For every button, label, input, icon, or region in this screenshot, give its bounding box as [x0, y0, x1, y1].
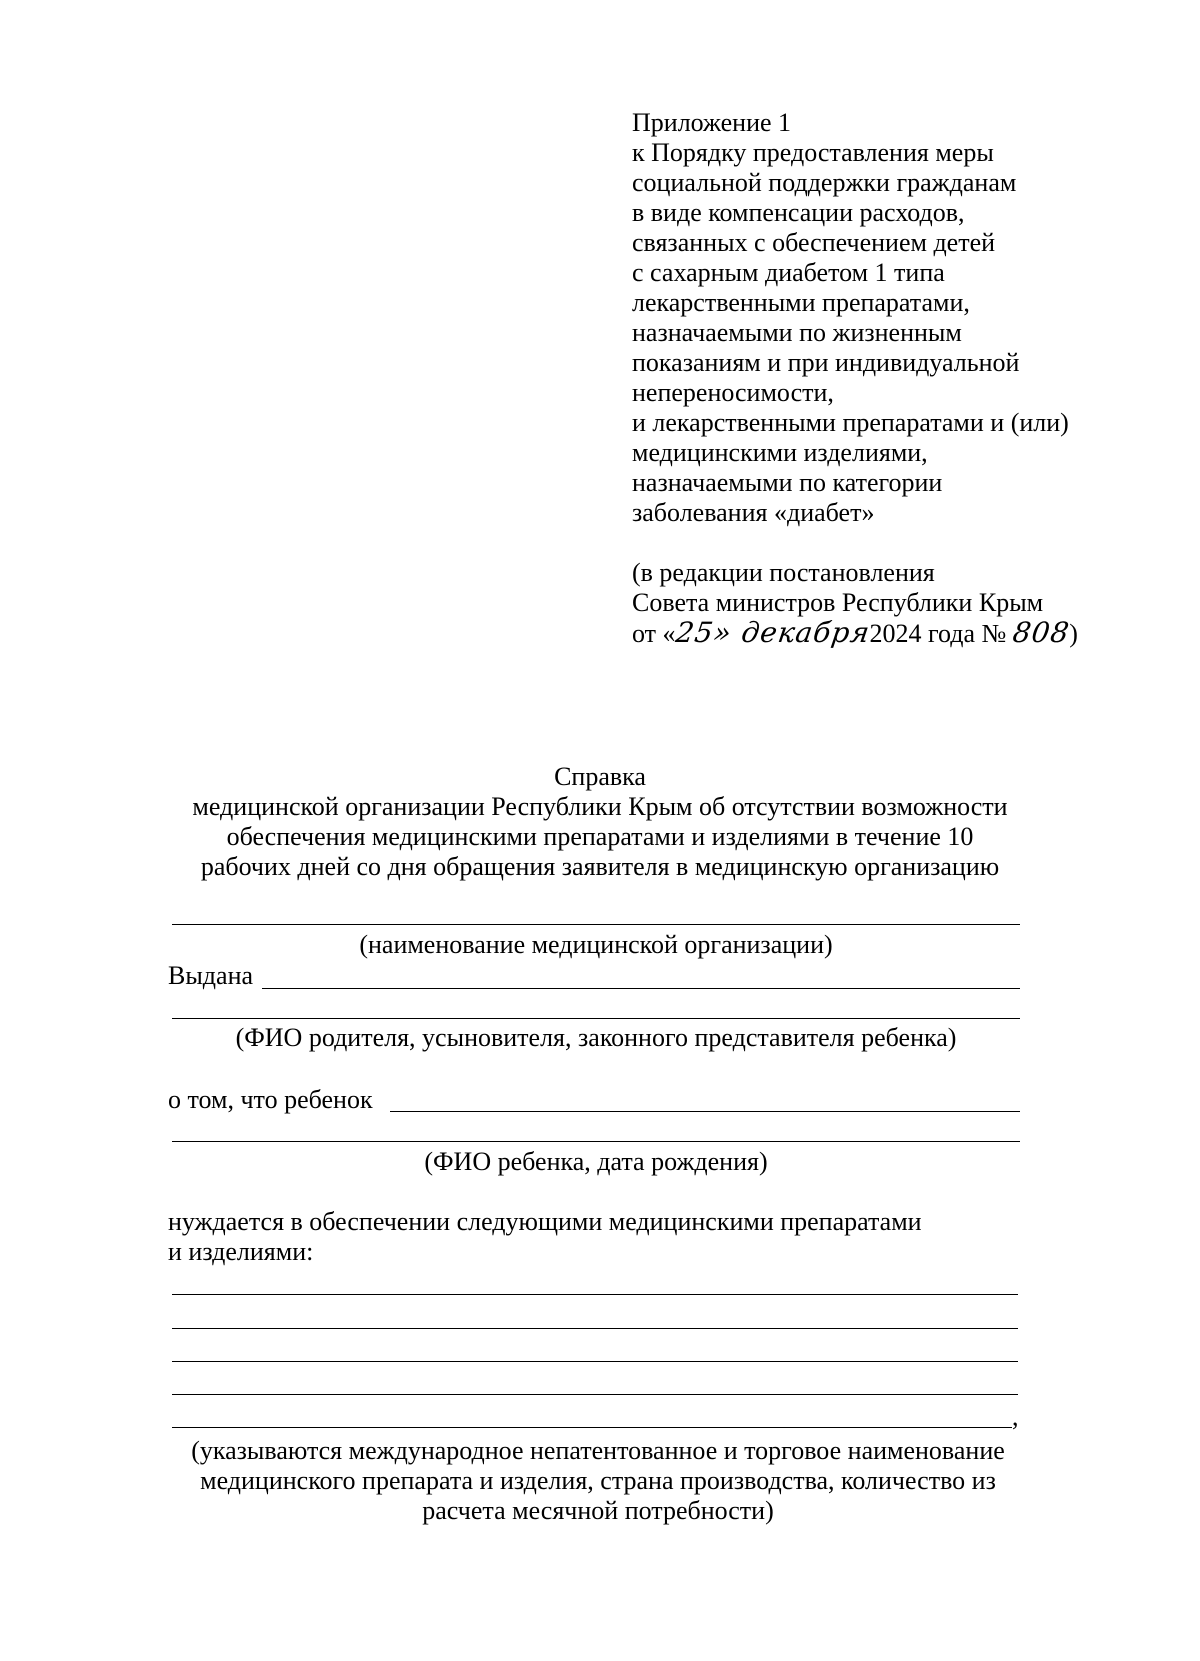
appendix-header [632, 108, 1152, 649]
issued-to-line-2[interactable] [172, 1018, 1020, 1019]
title-line: обеспечения медицинскими препаратами и изделиями в течение 10 [226, 822, 974, 851]
appendix-line: лекарственными препаратами, [632, 288, 970, 317]
drug-list-line[interactable] [172, 1328, 1018, 1329]
date-suffix: ) [1069, 619, 1078, 648]
revision-line: Совета министров Республики Крым [632, 588, 1044, 617]
org-name-line[interactable] [172, 924, 1020, 925]
appendix-line: Приложение 1 [632, 108, 792, 137]
handwritten-date: 25» декабря [673, 616, 872, 649]
needs-text-line: нуждается в обеспечении следующими медицинскими препаратами [168, 1207, 922, 1236]
child-caption: (ФИО ребенка, дата рождения) [424, 1147, 768, 1176]
drugs-caption-line: расчета месячной потребности) [422, 1496, 774, 1525]
child-label: о том, что ребенок [168, 1085, 373, 1114]
drug-list-line[interactable] [172, 1361, 1018, 1362]
child-name-line-2[interactable] [172, 1141, 1020, 1142]
needs-text-line: и изделиями: [168, 1237, 314, 1266]
appendix-line: показаниям и при индивидуальной [632, 348, 1020, 377]
revision-line: (в редакции постановления [632, 558, 935, 587]
appendix-line: назначаемыми по жизненным [632, 318, 962, 347]
appendix-line: медицинскими изделиями, [632, 438, 928, 467]
drug-list-line[interactable] [172, 1427, 1012, 1428]
child-name-line[interactable] [390, 1111, 1020, 1112]
drug-list-line[interactable] [172, 1394, 1018, 1395]
date-prefix: от « [632, 619, 676, 648]
revision-date-line [632, 618, 1152, 649]
parent-caption: (ФИО родителя, усыновителя, законного представителя ребенка) [235, 1023, 957, 1052]
handwritten-number: 808 [1010, 616, 1072, 649]
appendix-line: в виде компенсации расходов, [632, 198, 965, 227]
appendix-line: и лекарственными препаратами и (или) [632, 408, 1069, 437]
date-middle: 2024 года № [869, 619, 1007, 648]
drugs-caption-line: (указываются международное непатентованное и торговое наименование [191, 1436, 1005, 1465]
title-line: медицинской организации Республики Крым об отсутствии возможности [192, 792, 1008, 821]
appendix-line: с сахарным диабетом 1 типа [632, 258, 945, 287]
title-heading: Справка [554, 762, 646, 791]
drug-list-line[interactable] [172, 1294, 1018, 1295]
appendix-line: к Порядку предоставления меры [632, 138, 994, 167]
appendix-line: заболевания «диабет» [632, 498, 875, 527]
list-end-comma: , [1012, 1402, 1019, 1431]
issued-label: Выдана [168, 961, 254, 990]
appendix-line: связанных с обеспечением детей [632, 228, 996, 257]
org-name-caption: (наименование медицинской организации) [359, 930, 833, 959]
issued-to-line[interactable] [262, 988, 1020, 989]
appendix-line: назначаемыми по категории [632, 468, 943, 497]
document-title [160, 762, 1040, 882]
appendix-line: непереносимости, [632, 378, 834, 407]
drugs-caption-line: медицинского препарата и изделия, страна производства, количество из [200, 1466, 996, 1495]
title-line: рабочих дней со дня обращения заявителя в медицинскую организацию [200, 852, 1000, 881]
appendix-line: социальной поддержки гражданам [632, 168, 1017, 197]
